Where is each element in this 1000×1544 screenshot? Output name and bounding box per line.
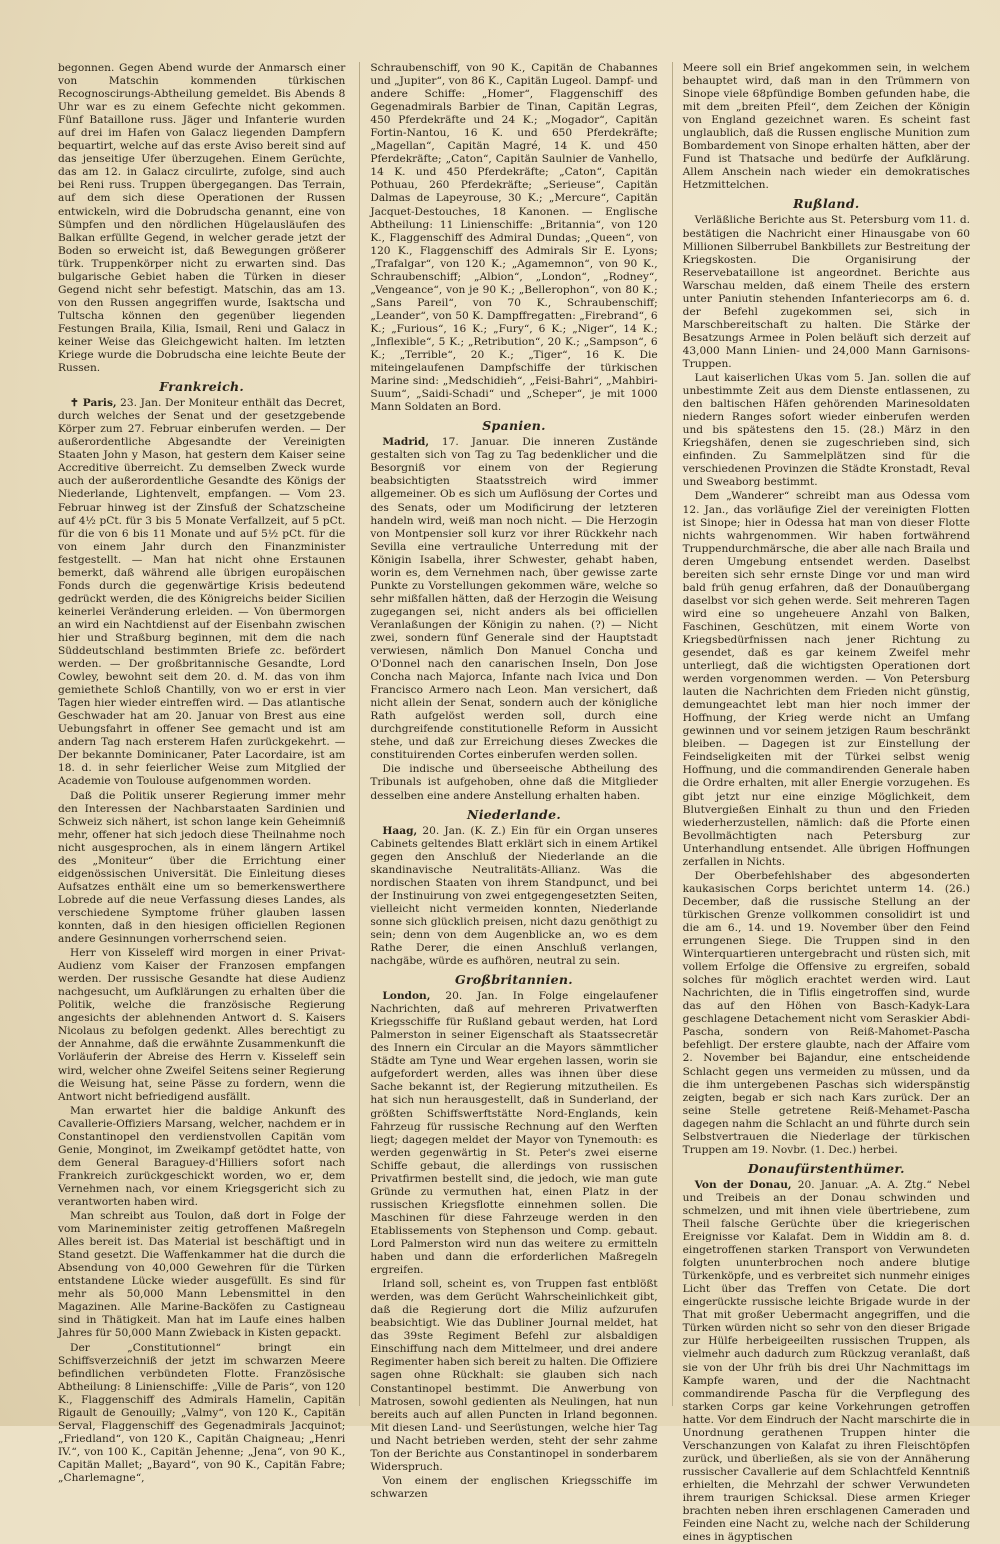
section-heading: Niederlande. <box>466 806 561 822</box>
dateline: Haag, <box>382 824 418 837</box>
paragraph-text: Die indische und überseeische Abtheilung des Tribunals ist aufgehoben, ohne daß die Mitglieder desselben eine andere Anstellung erhalten haben. <box>370 763 658 802</box>
column-2 <box>359 62 658 1500</box>
article-paragraph <box>683 372 970 489</box>
paragraph-text: 23. Jan. Der Moniteur enthält das Decret, durch welches der Senat und der gesetzgebende Körper zum 27. Februar einberufen werden. — Der außerordentliche Abgesandte der Vereinigten Staaten John y Mason, hat gestern dem Kaiser seine Accreditive überreicht. Zu demselben Zweck wurde auch der außerordentliche Gesandte des Königs der Niederlande, Lightenvelt, empfangen. — Vom 23. Februar hinweg ist der Zinsfuß der Schatzscheine auf 4½ pCt. für 3 bis 5 Monate Verfallzeit, auf 5 pCt. für die von 6 bis 11 Monate und auf 5½ pCt. für die von einem Jahr durch den Finanzminister festgestellt. — Man hat nicht ohne Erstaunen bemerkt, daß während alle übrigen europäischen Fonds durch die gegenwärtige Krisis bedeutend gedrückt werden, die des Königreichs beider Sicilien keinerlei Veränderung erleiden. — Von übermorgen an wird ein Nachtdienst auf der Eisenbahn zwischen hier und Straßburg beginnen, mit dem die nach Süddeutschland bestimmten Briefe zc. befördert werden. — Der großbritannische Gesandte, Lord Cowley, bewohnt seit dem 20. d. M. das von ihm gemiethete Schloß Chantilly, von wo er erst in vier Tagen hier wieder eintreffen wird. — Das atlantische Geschwader hat am 20. Januar von Brest aus eine Uebungsfahrt in offener See gemacht und ist am andern Tag nach ersterem Hafen zurückgekehrt. — Der bekannte Dominicaner, Pater Lacordaire, ist am 18. d. in sehr feierlicher Weise zum Mitglied der Academie von Toulouse aufgenommen worden. <box>58 397 346 788</box>
article-paragraph <box>58 790 345 947</box>
paragraph-text: 17. Januar. Die inneren Zustände gestalten sich von Tag zu Tag bedenklicher und die Besorgniß vor einem von der Regierung beabsichtigten Staatsstreich wird immer allgemeiner. Ob es sich um Auflösung der Cortes und des Senats, oder um Modificirung der letzteren handeln wird, weiß man noch nicht. — Die Herzogin von Montpensier soll kurz vor ihrer Rückkehr nach Sevilla eine vertrauliche Unterredung mit der Königin Isabella, ihrer Schwester, gehabt haben, worin es, dem Vernehmen nach, über gewisse zarte Punkte zu Vorstellungen gekommen wäre, welche so sehr mißfallen hätten, daß der Herzogin die Weisung zugegangen sei, nicht anders als bei officiellen Veranlaßungen der Königin zu nahen. (?) — Nicht zwei, sondern fünf Generale sind der Hauptstadt verwiesen, nämlich Don Manuel Concha und O'Donnel nach den canarischen Inseln, Don Jose Concha nach Majorca, Infante nach Ivica und Don Francisco Armero nach Leon. Man versichert, daß nicht allein der Senat, sondern auch der königliche Rath aufgelöst werden soll, durch eine durchgreifende constitutionelle Reform in Aussicht stehe, und daß zur Erreichung dieses Zweckes die constituirenden Cortes einberufen werden sollen. <box>370 436 658 762</box>
article-paragraph <box>370 990 657 1277</box>
column-3 <box>672 62 970 1544</box>
dateline: London, <box>382 990 431 1003</box>
article-paragraph <box>370 62 657 414</box>
paragraph-text: Dem „Wanderer“ schreibt man aus Odessa vom 12. Jan., das vorläufige Ziel der vereinigten Flotten ist Sinope; hier in Odessa hat man von dieser Flotte nichts wahrgenommen. Wir haben fortwährend Truppendurchmärsche, die aber alle nach Braila und deren Umgebung entsendet werden. Daselbst bereiten sich sehr ernste Dinge vor und man wird bald früh genug erfahren, daß der Donauübergang daselbst vor sich gehen werde. Seit mehreren Tagen wird eine so ungeheuere Anzahl von Balken, Faschinen, Geschützen, mit einem Worte von Kriegsbedürfnissen nach jener Richtung zu gesendet, daß es gar keinem Zweifel mehr unterliegt, daß die wichtigsten Operationen dort werden vorgenommen werden. — Von Petersburg lauten die Nachrichten dem Frieden nicht günstig, demungeachtet lebt man hier noch immer der Hoffnung, der Krieg werde nicht an Umfang gewinnen und vor seinem jetzigen Raum beschränkt bleiben. — Dagegen ist zur Einstellung der Feindseligkeiten mit der Türkei selbst wenig Hoffnung, und die commandirenden Generale haben die Ordre erhalten, mit aller Energie vorzugehen. Es gibt jetzt nur eine einzige Möglichkeit, dem Blutvergießen Einhalt zu thun und den Frieden wiederherzustellen, nämlich: daß die Pforte einen Bevollmächtigten nach Petersburg zur Unterhandlung entsendet. Alle übrigen Hoffnungen zerfallen in Nichts. <box>682 490 970 868</box>
article-paragraph <box>370 1278 657 1474</box>
article-paragraph <box>683 214 970 371</box>
article-paragraph <box>683 62 970 192</box>
article-paragraph <box>370 825 657 969</box>
article-paragraph <box>683 1179 970 1544</box>
paragraph-text: Von einem der englischen Kriegsschiffe im schwarzen <box>370 1474 658 1500</box>
dateline: ✝ Paris, <box>70 397 117 410</box>
article-paragraph <box>370 1475 657 1501</box>
article-paragraph <box>58 1342 345 1486</box>
paragraph-text: Man schreibt aus Toulon, daß dort in Folge der vom Marineminister zeitig getroffenen Maßregeln Alles bereit ist. Das Material ist beschäftigt und in Stand gesetzt. Die Waffenkammer hat die durch die Absendung von 40,000 Gewehren für die Türken entstandene Lücke wieder ausgefüllt. Es sind für mehr als 50,000 Mann Lebensmittel in den Magazinen. Alle Marine-Backöfen zu Castigneau sind in Thätigkeit. Man hat im Laufe eines halben Jahres für 50,000 Mann Zwieback in Kisten gepackt. <box>58 1210 346 1340</box>
section-heading: Donaufürstenthümer. <box>747 1160 905 1176</box>
paragraph-text: Herr von Kisseleff wird morgen in einer Privat-Audienz vom Kaiser der Franzosen empfangen werden. Der russische Gesandte hat diese Audienz nachgesucht, um Aufklärungen zu erhalten über die Politik, welche die französische Regierung angesichts der ablehnenden Antwort d. S. Kaisers Nicolaus zu befolgen gedenkt. Alles berechtigt zu der Annahme, daß die erwähnte Zusammenkunft die Vorläuferin der Abreise des Herrn v. Kisseleff sein wird, welcher ohne Zweifel Seitens seiner Regierung die Weisung hat, seine Pässe zu fordern, wenn die Antwort nicht befriedigend ausfällt. <box>58 947 346 1103</box>
section-heading: Frankreich. <box>159 379 245 395</box>
paragraph-text: Laut kaiserlichen Ukas vom 5. Jan. sollen die auf unbestimmte Zeit aus dem Dienste entlassenen, zu den baltischen Häfen gehörenden Marinesoldaten niedern Ranges sofort wieder einberufen werden und bis spätestens den 15. (28.) März in den Kriegshäfen, denen sie zugeschrieben sind, sich einfinden. Zu Sammelplätzen sind für die verschiedenen Provinzen die Städte Kronstadt, Reval und Sweaborg bestimmt. <box>682 372 970 489</box>
paragraph-text: 20. Jan. (K. Z.) Ein für ein Organ unseres Cabinets geltendes Blatt erklärt sich in einem Artikel gegen den Anschluß der Niederlande an die skandinavische Neutralitäts-Allianz. Was die nordischen Staaten von ihrem Standpunct, und bei der Instinuirung von zwei entgegengesetzten Seiten, vielleicht nicht vermeiden konnten, Niederlande sonne sich glücklich preisen, nicht dazu genöthigt zu sein; denn von dem Augenblicke an, wo es dem Rathe Derer, die einen Anschluß verlangen, nachgäbe, würde es aufhören, neutral zu sein. <box>370 824 658 968</box>
paragraph-text: Irland soll, scheint es, von Truppen fast entblößt werden, was dem Gerücht Wahrscheinlichkeit gibt, daß die Regierung dort die Miliz aufzurufen beabsichtigt. Wie das Dubliner Journal meldet, hat das 39ste Regiment Befehl zur alsbaldigen Einschiffung nach dem Mittelmeer, und drei andere Regimenter haben sich bereit zu halten. Die Offiziere sagen ohne Rückhalt: sie glauben sich nach Constantinopel bestimmt. Die Anwerbung von Matrosen, sowohl gedienten als Neulingen, hat nun bereits auch auf allen Puncten in Irland begonnen. Mit diesen Land- und Seerüstungen, welche hier Tag und Nacht betrieben werden, steht der sehr zahme Ton der Berichte aus Constantinopel in sonderbarem Widerspruch. <box>370 1278 658 1473</box>
paragraph-text: 20. Januar. „A. A. Ztg.“ Nebel und Treibeis an der Donau schwinden und schmelzen, und mit ihnen viele übertriebene, zum Theil falsche Gerüchte über die kriegerischen Ereignisse vor Kalafat. Dem in Widdin am 8. d. eingetroffenen starken Transport von Verwundeten folgten ununterbrochen noch andere blutige Türkenköpfe, und es verbreitet sich nunmehr einiges Licht über das Treffen von Cetate. Die dort eingerückte russische leichte Brigade wurde in der That mit großer Uebermacht angegriffen, und die Türken würden nicht so sehr von den dieser Brigade zur Hülfe herbeigeeilten russischen Truppen, als vielmehr auch dadurch zum Rückzug veranlaßt, daß sie von der Uhr früh bis drei Uhr Nachmittags im Kampfe waren, und der die Nachtnacht commandirende Pascha für die Verpflegung des starken Corps gar keine Vorkehrungen getroffen hatte. Vor dem Eindruch der Nacht marschirte die in Unordnung gerathenen Truppen hinter die Verschanzungen von Kalafat zu ihren Fleischtöpfen zurück, und überließen, als sie von der Annäherung russischer Cavallerie auf dem Schlachtfeld Kenntniß erhielten, die Mehrzahl der schwer Verwundeten ihrem traurigen Schicksal. Diese armen Krieger brachten neben ihren erschlagenen Cameraden und Feinden eine Nacht zu, welche nach der Schilderung eines in ägyptischen <box>682 1178 970 1544</box>
paragraph-text: begonnen. Gegen Abend wurde der Anmarsch einer von Matschin kommenden türkischen Recognoscirungs-Abtheilung gemeldet. Bis Abends 8 Uhr war es zu einem Gefechte nicht gekommen. Fünf Bataillone russ. Jäger und Infanterie wurden auf drei im Hafen von Galacz liegenden Dampfern bequartirt, welche auf das erste Aviso bereit sind auf das jenseitige Ufer überzugehen. Einem Gerüchte, das am 12. in Galacz circulirte, zufolge, sind auch bei Reni russ. Truppen übergegangen. Das Terrain, auf dem sich diese Operationen der Russen entwickeln, wird die Dobrudscha genannt, eine von Sümpfen und den nördlichen Hügelausläufen des Balkan erfüllte Gegend, in welcher gerade jetzt der Boden so erweicht ist, daß Bewegungen größerer türk. Truppenkörper nicht zu erwarten sind. Das bulgarische Gebiet haben die Türken in dieser Gegend nicht sehr befestigt. Matschin, das am 13. von den Russen angegriffen wurde, Isaktscha und Tultscha können den gegenüber liegenden Festungen Braila, Kilia, Ismail, Reni und Galacz in keiner Weise das Gleichgewicht halten. Im letzten Kriege wurde die Dobrudscha eine leichte Beute der Russen. <box>58 62 346 375</box>
dateline: Von der Donau, <box>694 1178 792 1191</box>
article-paragraph <box>370 763 657 802</box>
dateline: Madrid, <box>382 436 430 449</box>
column-1 <box>58 62 346 1484</box>
section-heading: Spanien. <box>482 418 546 434</box>
columns <box>58 62 970 1544</box>
paragraph-text: Daß die Politik unserer Regierung immer mehr den Interessen der Nachbarstaaten Sardinien und Schweiz sich nähert, ist schon lange kein Geheimniß mehr, offener hat sich jedoch diese Theilnahme noch nicht ausgesprochen, als in einem längern Artikel des „Moniteur“ über die Errichtung einer eidgenössischen Universität. Die Einleitung dieses Aufsatzes enthält eine um so bemerkenswerthere Lobrede auf die neue Verfassung dieses Landes, als verschiedene Symptome früher glauben lassen konnten, daß in den hiesigen officiellen Regionen andere Gesinnungen vorherrschend seien. <box>58 789 346 946</box>
article-paragraph <box>58 1105 345 1209</box>
paragraph-text: Meere soll ein Brief angekommen sein, in welchem behauptet wird, daß man in den Trümmern von Sinope viele 68pfündige Bomben gefunden habe, die mit dem „breiten Pfeil“, dem Zeichen der Königin von England gezeichnet waren. Es scheint fast unglaublich, daß die Russen englische Munition zum Bombardement von Sinope erhalten hätten, aber der Fund ist Thatsache und bedürfe der Aufklärung. Allem Anschein nach wieder ein demokratisches Hetzmittelchen. <box>682 62 970 192</box>
paragraph-text: Der „Constitutionnel“ bringt ein Schiffsverzeichniß der jetzt im schwarzen Meere befindlichen verbündeten Flotte. Französische Abtheilung: 8 Linienschiffe: „Ville de Paris“, von 120 K., Flaggenschiff des Admirals Hamelin, Capitän Rigault de Genouilly; „Valmy“, von 120 K., Capitän Serval, Flaggenschiff des Gegenadmirals Jacquinot; „Friedland“, von 120 K., Capitän Chaigneau; „Henri IV.“, von 100 K., Capitän Jehenne; „Jena“, von 90 K., Capitän Mallet; „Bayard“, von 90 K., Capitän Fabre; „Charlemagne“, <box>58 1341 346 1484</box>
paragraph-text: Schraubenschiff, von 90 K., Capitän de Chabannes und „Jupiter“, von 86 K., Capitän Lugeol. Dampf- und andere Schiffe: „Homer“, Flaggenschiff des Gegenadmirals Barbier de Tinan, Capitän Legras, 450 Pferdekräfte und 24 K.; „Mogador“, Capitän Fortin-Nantou, 16 K. und 650 Pferdekräfte; „Magellan“, Capitän Magré, 14 K. und 450 Pferdekräfte; „Caton“, Capitän Saulnier de Vanhello, 14 K. und 450 Pferdekräfte; „Caton“, Capitän Pothuau, 260 Pferdekräfte; „Serieuse“, Capitän Dalmas de Lapeyrouse, 30 K.; „Mercure“, Capitän Jacquet-Destouches, 18 Kanonen. — Englische Abtheilung: 11 Linienschiffe: „Britannia“, von 120 K., Flaggenschiff des Admiral Dundas; „Queen“, von 120 K., Flaggenschiff des Admirals Sir E. Lyons; „Trafalgar“, von 120 K.; „Agamemnon“, von 90 K., Schraubenschiff; „Albion“, „London“, „Rodney“, „Vengeance“, von je 90 K.; „Bellerophon“, von 80 K.; „Sans Pareil“, von 70 K., Schraubenschiff; „Leander“, von 50 K. Dampffregatten: „Firebrand“, 6 K.; „Furious“, 16 K.; „Fury“, 6 K.; „Niger“, 14 K.; „Inflexible“, 5 K.; „Retribution“, 20 K.; „Sampson“, 6 K.; „Terrible“, 20 K.; „Tiger“, 16 K. Die miteingelaufenen Dampfschiffe der türkischen Marine sind: „Medschidieh“, „Feisi-Bahri“, „Mahbiri-Suum“, „Saidi-Schadi“ und „Scheper“, je mit 1000 Mann Soldaten an Bord. <box>370 62 658 414</box>
paragraph-text: Der Oberbefehlshaber des abgesonderten kaukasischen Corps berichtet unterm 14. (26.) December, daß die russische Stellung an der türkischen Grenze vollkommen consolidirt ist und die am 6., 14. und 19. November über den Feind errungenen Siege. Die Truppen sind in den Winterquartieren untergebracht und rüsten sich, mit vollem Erfolge die Offensive zu ergreifen, sobald solches für möglich erachtet werden wird. Laut Nachrichten, die in Tiflis eingetroffen sind, wurde das auf den Höhen von Basch-Kadyk-Lara geschlagene Detachement nicht vom Seraskier Abdi-Pascha, sondern von Reiß-Mahomet-Pascha befehligt. Der erstere glaubte, nach der Affaire vom 2. November bei Bajandur, eine entscheidende Schlacht gegen uns vermeiden zu müssen, und da die ihm untergebenen Paschas sich widerspänstig zeigten, begab er sich nach Kars zurück. Der an seine Stelle getretene Reiß-Mehamet-Pascha dagegen nahm die Schlacht an und führte durch sein Selbstvertrauen die Niederlage der türkischen Truppen am 19. Novbr. (1. Dec.) herbei. <box>682 869 970 1156</box>
article-paragraph <box>683 490 970 868</box>
section-heading: Rußland. <box>793 196 860 212</box>
paragraph-text: 20. Jan. In Folge eingelaufener Nachrichten, daß auf mehreren Privatwerften Kriegsschiffe für Rußland gebaut werden, hat Lord Palmerston in seiner Eigenschaft als Staatssecretär des Innern ein Circular an die Mayors sämmtlicher Städte am Tyne und Wear ergehen lassen, worin sie aufgefordert werden, alles was ihnen über diese Sache bekannt ist, der Regierung mitzutheilen. Es hat sich nun herausgestellt, daß in Sunderland, der größten Schiffswerftstätte Nord-Englands, kein Fahrzeug für russische Rechnung auf den Werften liegt; dagegen meldet der Mayor von Tynemouth: es werden gegenwärtig in St. Peter's zwei eiserne Schiffe gebaut, die allerdings von russischen Privatfirmen bestellt sind, die jedoch, wie man gute Gründe zu vermuthen hat, einen Platz in der russischen Kriegsflotte einnehmen sollen. Die Maschinen für diese Fahrzeuge werden in den Etablissements von Stephenson und Comp. gebaut. Lord Palmerston wird nun das weitere zu ermitteln haben und dann die erforderlichen Maßregeln ergreifen. <box>370 990 658 1277</box>
paragraph-text: Man erwartet hier die baldige Ankunft des Cavallerie-Offiziers Marsang, welcher, nachdem er in Constantinopel den verdienstvollen Capitän vom Genie, Monginot, im Zweikampf getödtet hatte, von dem General Baraguey-d'Hilliers sofort nach Frankreich zurückgeschickt worden, wo er, dem Vernehmen nach, vor einem Kriegsgericht sich zu verantworten haben wird. <box>58 1104 346 1208</box>
article-paragraph <box>58 947 345 1104</box>
paragraph-text: Verläßliche Berichte aus St. Petersburg vom 11. d. bestätigen die Nachricht einer Hinausgabe von 60 Millionen Silberrubel Bankbillets zur Bestreitung der Kriegskosten. Die Organisirung der Reservebataillone ist angeordnet. Berichte aus Warschau melden, daß einem Theile des erstern unter Paniutin stehenden Infanteriecorps am 6. d. der Befehl zugekommen sei, sich in Marschbereitschaft zu halten. Die Stärke der Besatzungs Armee in Polen beläuft sich derzeit auf 43,000 Mann Linien- und 24,000 Mann Garnisons-Truppen. <box>682 214 970 370</box>
section-heading: Großbritannien. <box>455 972 573 988</box>
article-paragraph <box>58 1210 345 1340</box>
article-paragraph <box>683 870 970 1157</box>
article-paragraph <box>58 62 345 375</box>
article-paragraph <box>370 436 657 762</box>
article-paragraph <box>58 397 345 788</box>
